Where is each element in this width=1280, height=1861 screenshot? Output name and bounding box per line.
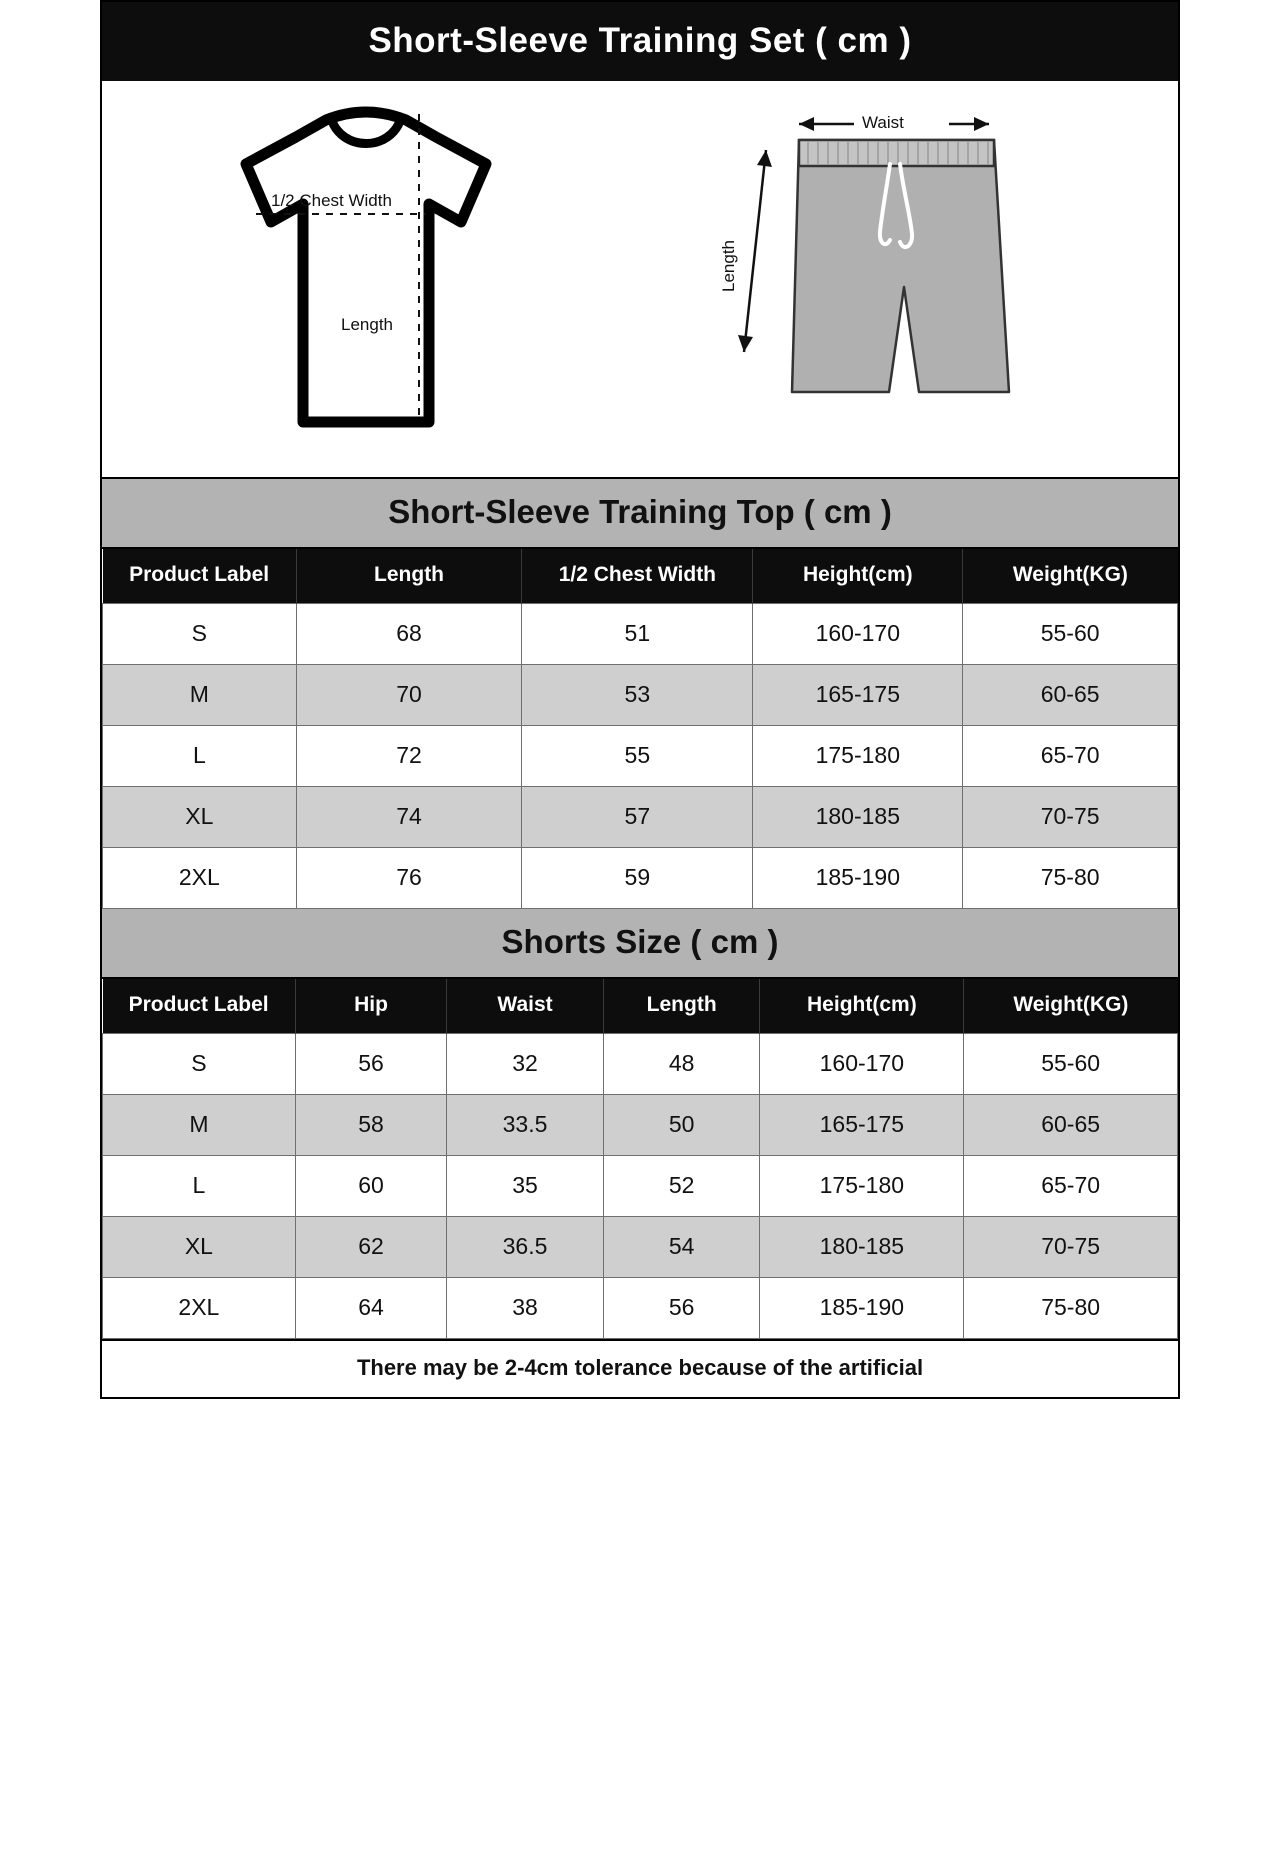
cell-length: 56	[603, 1278, 760, 1339]
cell-height: 175-180	[760, 1156, 964, 1217]
cell-length: 68	[296, 604, 522, 665]
table-row	[103, 1278, 1178, 1339]
cell-length: 76	[296, 848, 522, 909]
cell-height: 160-170	[760, 1034, 964, 1095]
cell-weight: 70-75	[964, 1217, 1178, 1278]
cell-weight: 55-60	[963, 604, 1178, 665]
cell-size: 2XL	[103, 848, 297, 909]
table-row	[103, 1217, 1178, 1278]
size-table-shorts	[102, 979, 1178, 1339]
col-height: Height(cm)	[753, 549, 963, 604]
table-header-row	[103, 549, 1178, 604]
cell-chest: 57	[522, 787, 753, 848]
table-row	[103, 1034, 1178, 1095]
cell-weight: 65-70	[963, 726, 1178, 787]
page-title: Short-Sleeve Training Set ( cm )	[102, 2, 1178, 81]
cell-hip: 58	[295, 1095, 446, 1156]
shorts-illustration	[704, 102, 1104, 452]
size-table-top	[102, 549, 1178, 909]
cell-height: 160-170	[753, 604, 963, 665]
cell-length: 52	[603, 1156, 760, 1217]
tshirt-illustration	[176, 92, 556, 462]
col-weight: Weight(KG)	[963, 549, 1178, 604]
cell-height: 180-185	[753, 787, 963, 848]
table-header-row	[103, 979, 1178, 1034]
table-row	[103, 1156, 1178, 1217]
cell-size: M	[103, 665, 297, 726]
cell-chest: 51	[522, 604, 753, 665]
section-title-shorts: Shorts Size ( cm )	[102, 909, 1178, 979]
cell-height: 165-175	[760, 1095, 964, 1156]
cell-hip: 64	[295, 1278, 446, 1339]
table-row	[103, 848, 1178, 909]
cell-height: 165-175	[753, 665, 963, 726]
cell-size: S	[103, 1034, 296, 1095]
table-row	[103, 665, 1178, 726]
cell-length: 72	[296, 726, 522, 787]
cell-weight: 70-75	[963, 787, 1178, 848]
size-chart-sheet	[100, 0, 1180, 1399]
cell-weight: 65-70	[964, 1156, 1178, 1217]
col-weight: Weight(KG)	[964, 979, 1178, 1034]
shorts-length-label: Length	[719, 239, 738, 292]
cell-size: XL	[103, 1217, 296, 1278]
cell-chest: 55	[522, 726, 753, 787]
cell-weight: 55-60	[964, 1034, 1178, 1095]
cell-chest: 59	[522, 848, 753, 909]
top-length-label: Length	[341, 314, 393, 334]
cell-weight: 60-65	[963, 665, 1178, 726]
cell-height: 175-180	[753, 726, 963, 787]
col-length: Length	[603, 979, 760, 1034]
cell-weight: 75-80	[963, 848, 1178, 909]
cell-length: 54	[603, 1217, 760, 1278]
cell-hip: 60	[295, 1156, 446, 1217]
cell-hip: 62	[295, 1217, 446, 1278]
cell-waist: 35	[447, 1156, 604, 1217]
chest-width-label: 1/2 Chest Width	[271, 190, 392, 210]
cell-length: 50	[603, 1095, 760, 1156]
table-row	[103, 787, 1178, 848]
cell-size: M	[103, 1095, 296, 1156]
cell-size: L	[103, 726, 297, 787]
waist-label: Waist	[862, 112, 904, 132]
cell-height: 180-185	[760, 1217, 964, 1278]
cell-waist: 38	[447, 1278, 604, 1339]
diagram-area	[102, 81, 1178, 479]
shorts-diagram	[704, 102, 1104, 457]
col-height: Height(cm)	[760, 979, 964, 1034]
cell-waist: 36.5	[447, 1217, 604, 1278]
cell-size: XL	[103, 787, 297, 848]
cell-size: L	[103, 1156, 296, 1217]
table-row	[103, 726, 1178, 787]
cell-length: 48	[603, 1034, 760, 1095]
cell-waist: 32	[447, 1034, 604, 1095]
cell-waist: 33.5	[447, 1095, 604, 1156]
col-chest-width: 1/2 Chest Width	[522, 549, 753, 604]
cell-height: 185-190	[753, 848, 963, 909]
cell-size: 2XL	[103, 1278, 296, 1339]
tolerance-note: There may be 2-4cm tolerance because of the artificial	[102, 1339, 1178, 1397]
table-row	[103, 604, 1178, 665]
section-title-top: Short-Sleeve Training Top ( cm )	[102, 479, 1178, 549]
tshirt-diagram	[176, 92, 556, 467]
cell-size: S	[103, 604, 297, 665]
cell-length: 70	[296, 665, 522, 726]
cell-height: 185-190	[760, 1278, 964, 1339]
cell-length: 74	[296, 787, 522, 848]
col-product-label: Product Label	[103, 549, 297, 604]
col-waist: Waist	[447, 979, 604, 1034]
col-product-label: Product Label	[103, 979, 296, 1034]
col-length: Length	[296, 549, 522, 604]
table-row	[103, 1095, 1178, 1156]
cell-hip: 56	[295, 1034, 446, 1095]
cell-weight: 60-65	[964, 1095, 1178, 1156]
cell-chest: 53	[522, 665, 753, 726]
col-hip: Hip	[295, 979, 446, 1034]
cell-weight: 75-80	[964, 1278, 1178, 1339]
